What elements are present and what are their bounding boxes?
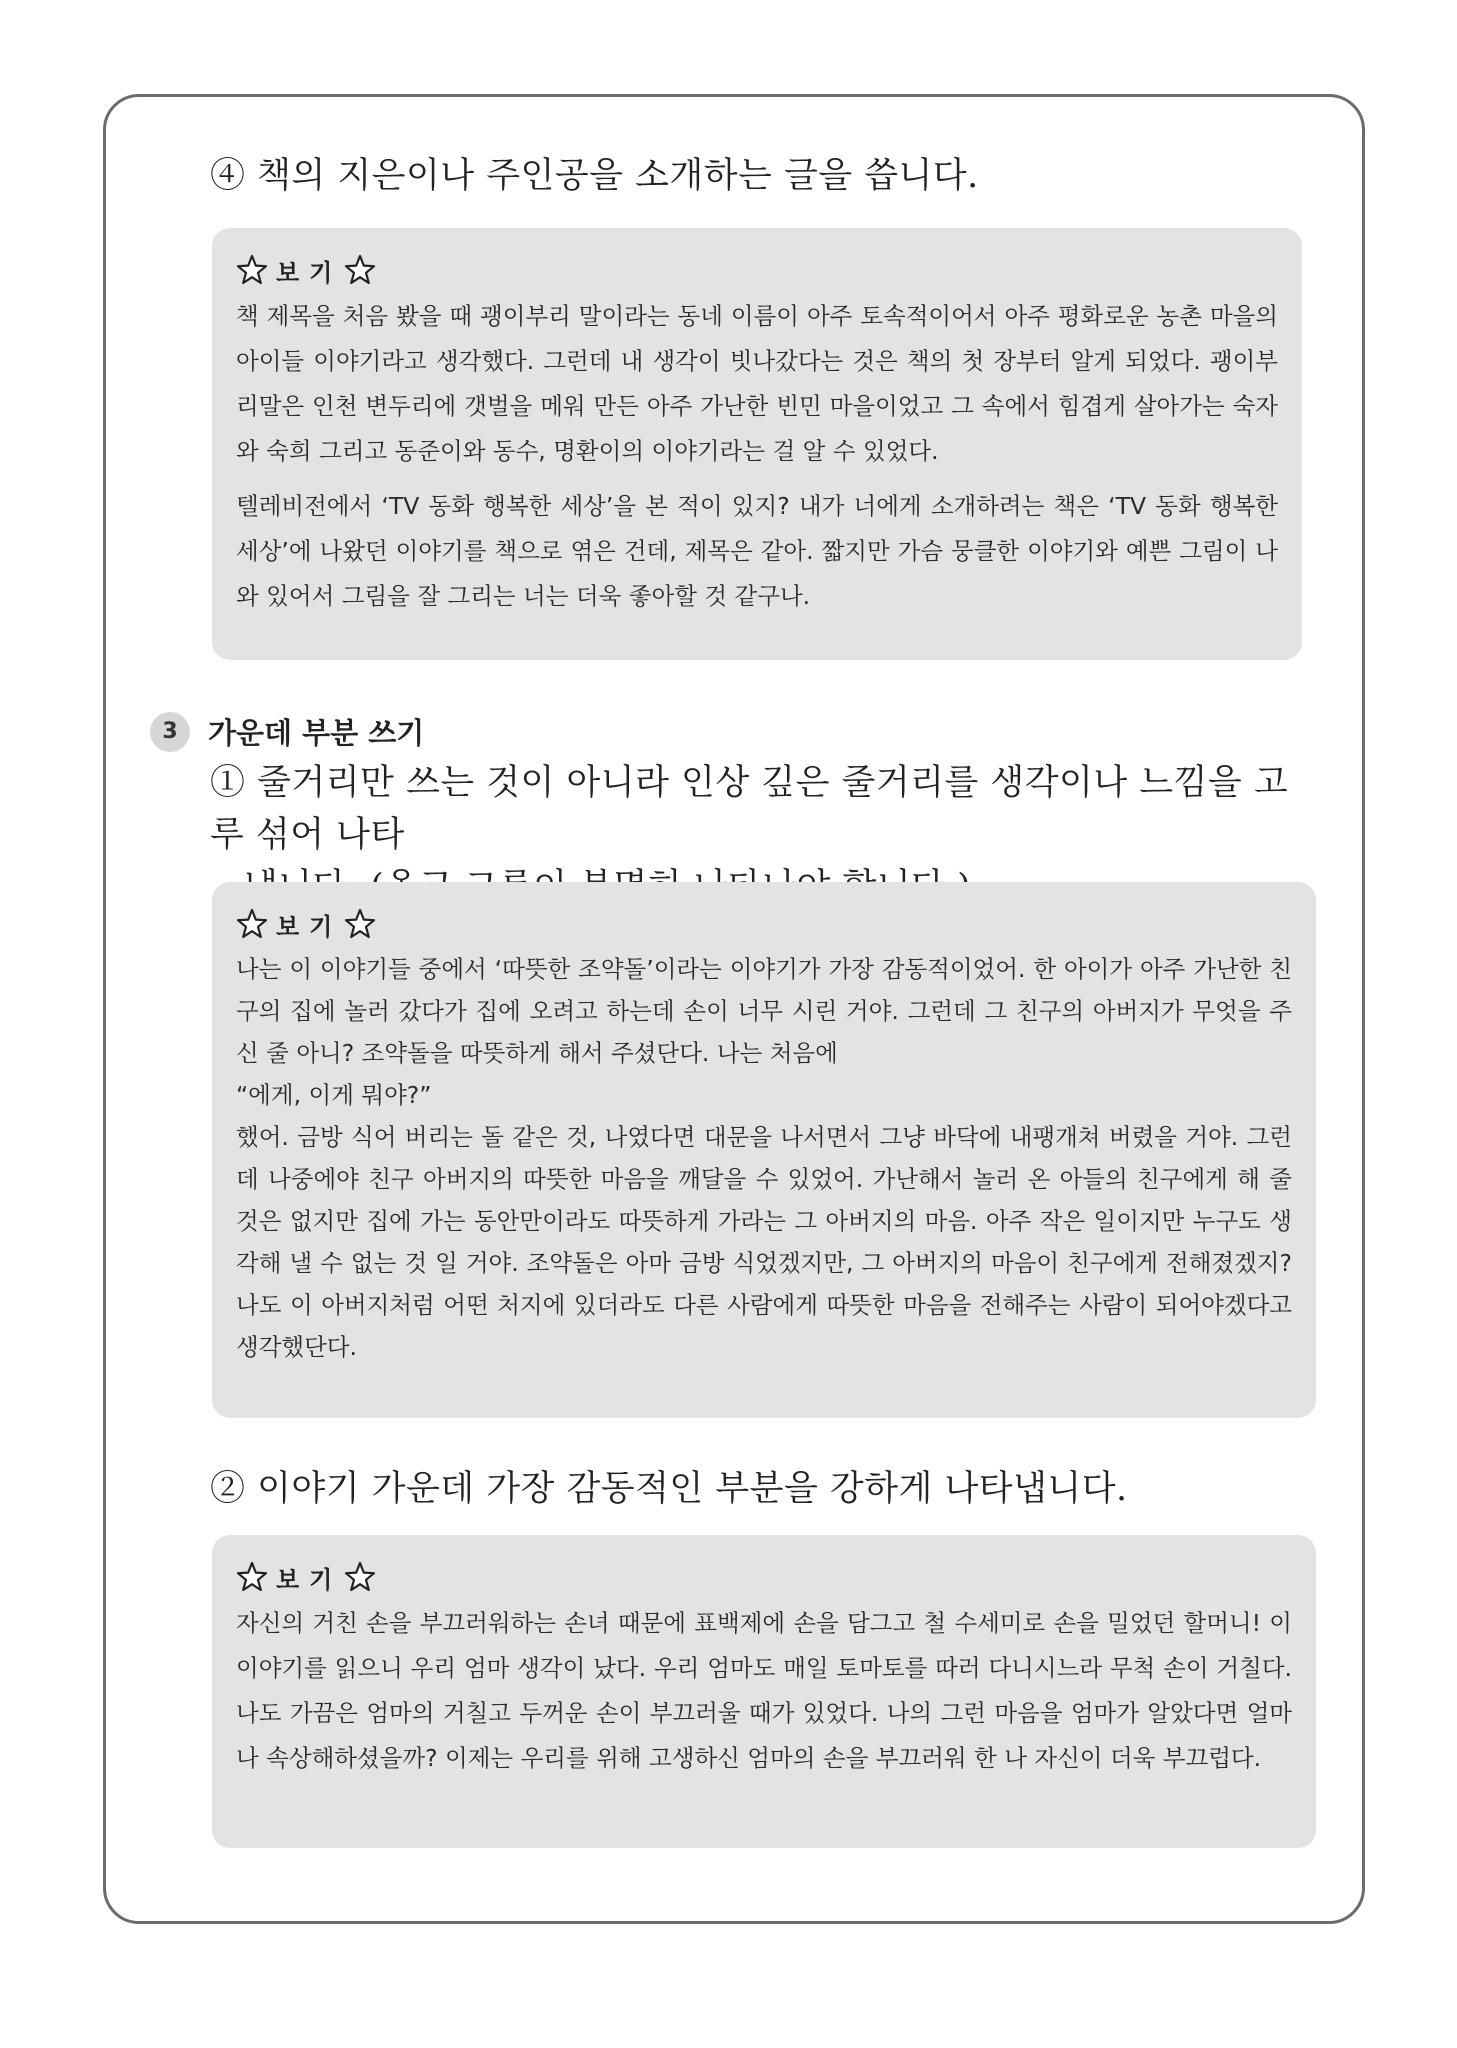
section-heading xyxy=(150,711,424,752)
star-icon xyxy=(236,1561,268,1593)
example-box-1 xyxy=(212,228,1302,660)
example-paragraph: 자신의 거친 손을 부끄러워하는 손녀 때문에 표백제에 손을 담그고 철 수세미로 손을 밀었던 할머니! 이 이야기를 읽으니 우리 엄마 생각이 났다. 우리 엄마도 매일 토마토를 따러 다니시느라 무척 손이 거칠다. 나도 가끔은 엄마의 거칠고 두꺼운 손이 부끄러울 때가 있었다. 나의 그런 마음을 엄마가 알았다면 얼마나 속상해하셨을까? 이제는 우리를 위해 고생하신 엄마의 손을 부끄러워 한 나 자신이 더욱 부끄럽다. xyxy=(236,1609,1292,1772)
item-2-heading: ② 이야기 가운데 가장 감동적인 부분을 강하게 나타냅니다. xyxy=(210,1469,1128,1509)
example-paragraph: 텔레비전에서 ‘TV 동화 행복한 세상’을 본 적이 있지? 내가 너에게 소개하려는 책은 ‘TV 동화 행복한 세상’에 나왔던 이야기를 책으로 엮은 건데, 제목은 같아. 짧지만 가슴 뭉클한 이야기와 예쁜 그림이 나와 있어서 그림을 잘 그리는 너는 더욱 좋아할 것 같구나. xyxy=(236,492,1278,610)
star-icon xyxy=(236,254,268,286)
example-title xyxy=(236,904,1292,944)
example-paragraph: 나는 이 이야기들 중에서 ‘따뜻한 조약돌’이라는 이야기가 가장 감동적이었어. 한 아이가 아주 가난한 친구의 집에 놀러 갔다가 집에 오려고 하는데 손이 너무 시린 거야. 그런데 그 친구의 아버지가 무엇을 주신 줄 아니? 조약돌을 따뜻하게 해서 주셨단다. 나는 처음에 “에게, 이게 뭐야?” 했어. 금방 식어 버리는 돌 같은 것, 나였다면 대문을 나서면서 그냥 바닥에 내팽개쳐 버렸을 거야. 그런데 나중에야 친구 아버지의 따뜻한 마음을 깨달을 수 있었어. 가난해서 놀러 온 아들의 친구에게 해 줄 것은 없지만 집에 가는 동안만이라도 따뜻하게 가라는 그 아버지의 마음. 아주 작은 일이지만 누구도 생각해 낼 수 없는 것 일 거야. 조약돌은 아마 금방 식었겠지만, 그 아버지의 마음이 친구에게 전해졌겠지? 나도 이 아버지처럼 어떤 처지에 있더라도 다른 사람에게 따뜻한 마음을 전해주는 사람이 되어야겠다고 생각했단다. xyxy=(236,955,1292,1361)
star-icon xyxy=(236,908,268,940)
item-4-heading: ④ 책의 지은이나 주인공을 소개하는 글을 씁니다. xyxy=(210,156,979,196)
section-title: 가운데 부분 쓰기 xyxy=(208,716,425,750)
example-box-2 xyxy=(212,882,1316,1418)
star-icon xyxy=(344,254,376,286)
star-icon xyxy=(344,908,376,940)
example-label: 보기 xyxy=(276,1565,343,1594)
example-paragraph: 책 제목을 처음 봤을 때 괭이부리 말이라는 동네 이름이 아주 토속적이어서 아주 평화로운 농촌 마을의 아이들 이야기라고 생각했다. 그런데 내 생각이 빗나갔다는 것은 책의 첫 장부터 알게 되었다. 괭이부리말은 인천 변두리에 갯벌을 메워 만든 아주 가난한 빈민 마을이었고 그 속에서 힘겹게 살아가는 숙자와 숙희 그리고 동준이와 동수, 명환이의 이야기라는 걸 알 수 있었다. xyxy=(236,302,1278,465)
star-icon xyxy=(344,1561,376,1593)
example-title xyxy=(236,1557,1292,1597)
example-label: 보기 xyxy=(276,258,343,287)
example-title xyxy=(236,250,1278,290)
section-number-badge: 3 xyxy=(150,712,190,752)
item-1-heading-line-1: ① 줄거리만 쓰는 것이 아니라 인상 깊은 줄거리를 생각이나 느낌을 고루 섞어 나타 xyxy=(210,763,1289,855)
example-label: 보기 xyxy=(276,912,343,941)
example-box-3 xyxy=(212,1535,1316,1848)
